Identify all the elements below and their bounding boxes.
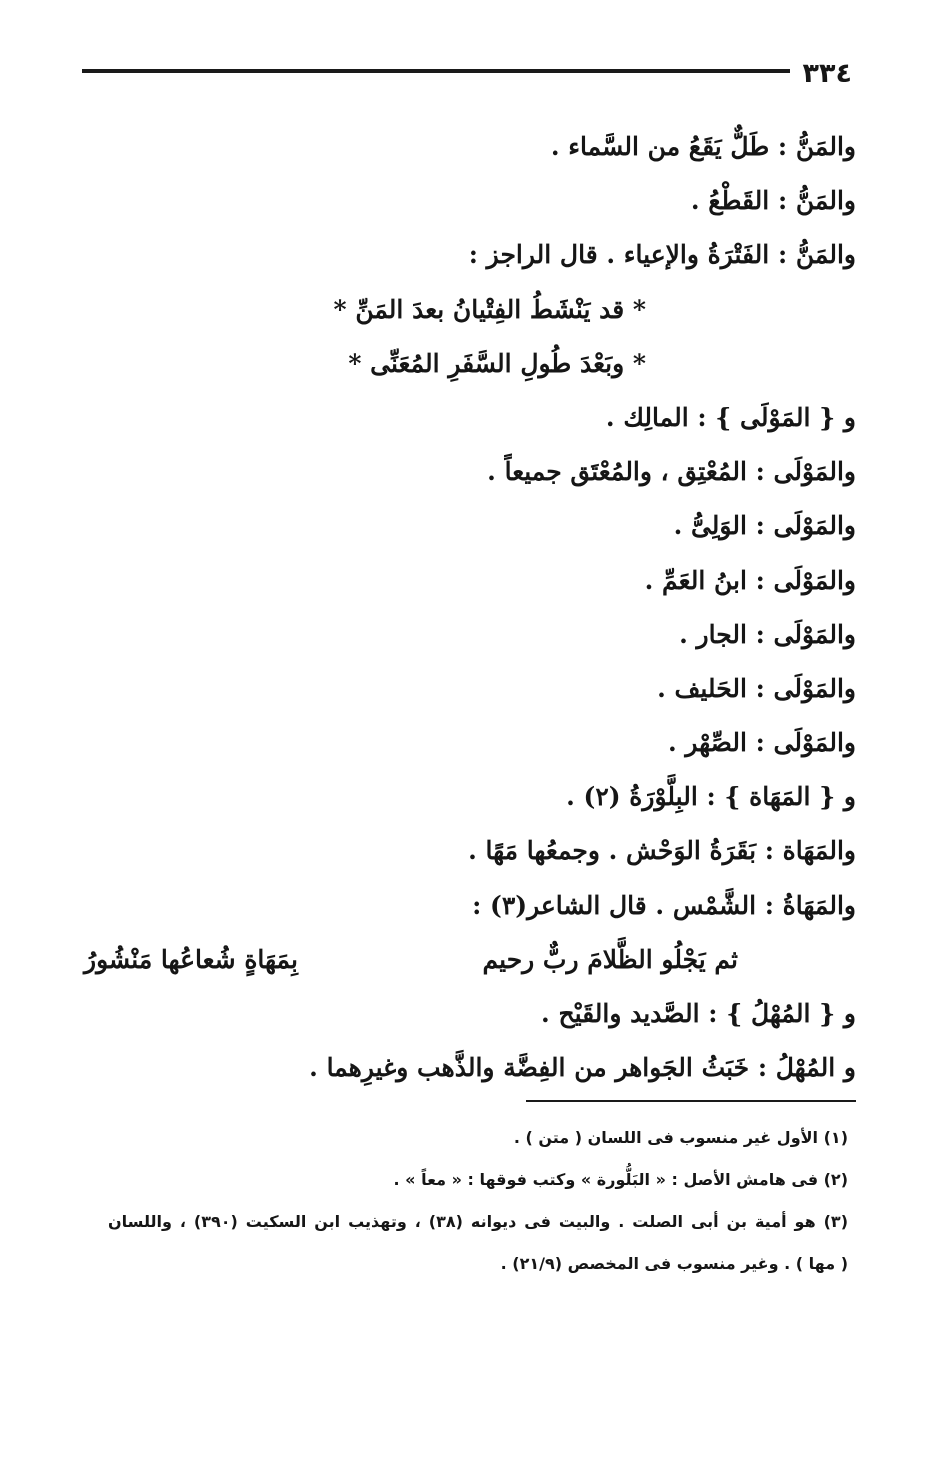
entry-heading: و { المُهْلُ } : الصَّديد والقَيْح .: [541, 999, 856, 1028]
text-line: والمَوْلَى : الصِّهْر .: [667, 728, 856, 758]
footnotes: [108, 1117, 848, 1285]
entry-heading: و { المَوْلَى } : المالِك .: [605, 402, 856, 432]
text-line: و المُهْلُ : خَبَثُ الجَواهر من الفِضَّة والذَّهب وغيرِهما .: [309, 1053, 856, 1083]
page-header: [82, 54, 852, 94]
header-rule: [82, 69, 790, 73]
footnote-3: (٣) هو أمية بن أبى الصلت . والبيت فى ديوانه (٣٨) ، وتهذيب ابن السكيت (٣٩٠) ، واللسان: [108, 1212, 848, 1231]
text-line: والمَنُّ : الفَتْرَةُ والإعياء . قال الراجز :: [468, 240, 856, 270]
text-line: والمَهَاةُ : الشَّمْس . قال الشاعر(٣) :: [472, 890, 856, 920]
text-line: والمَوْلَى : الحَليف .: [657, 673, 856, 703]
text-line: والمَنُّ : القَطْعُ .: [690, 186, 856, 216]
verse-line: * قد يَنْشَطُ الفِتْيانُ بعدَ المَنِّ *: [333, 294, 646, 324]
footnote-3-continued: ( مها ) . وغير منسوب فى المخصص (٢١/٩) .: [500, 1254, 848, 1273]
text-line: والمَوْلَى : الوَلِىُّ .: [673, 511, 856, 541]
poem-verse: [76, 933, 856, 987]
text-line: والمَنُّ : طَلٌّ يَقَعُ من السَّماء .: [550, 132, 856, 161]
main-text: [76, 120, 856, 1095]
footnote-rule: [526, 1100, 856, 1102]
text-line: والمَوْلَى : ابنُ العَمِّ .: [644, 565, 856, 595]
poem-second-hemistich: بِمَهَاةٍ شُعاعُها مَنْشُورُ: [84, 944, 298, 974]
text-line: والمَهَاة : بَقَرَةُ الوَحْش . وجمعُها مَهًا .: [468, 836, 856, 866]
footnote-1: (١) الأول غير منسوب فى اللسان ( متن ) .: [513, 1128, 848, 1147]
verse-line: * وبَعْدَ طُولِ السَّفَرِ المُعَنِّى *: [348, 348, 646, 378]
poem-first-hemistich: ثم يَجْلُو الظَّلامَ ربٌّ رحيم: [482, 944, 738, 974]
text-line: والمَوْلَى : المُعْتِق ، والمُعْتَق جميعاً .: [487, 457, 856, 487]
page-number: ٣٣٤: [802, 58, 852, 89]
entry-heading: و { المَهَاة } : البِلَّوْرَةُ (٢) .: [566, 782, 856, 812]
text-line: والمَوْلَى : الجار .: [679, 619, 856, 649]
footnote-2: (٢) فى هامش الأصل : « البَلُّورة » وكتب فوقها : « معاً » .: [393, 1170, 848, 1189]
